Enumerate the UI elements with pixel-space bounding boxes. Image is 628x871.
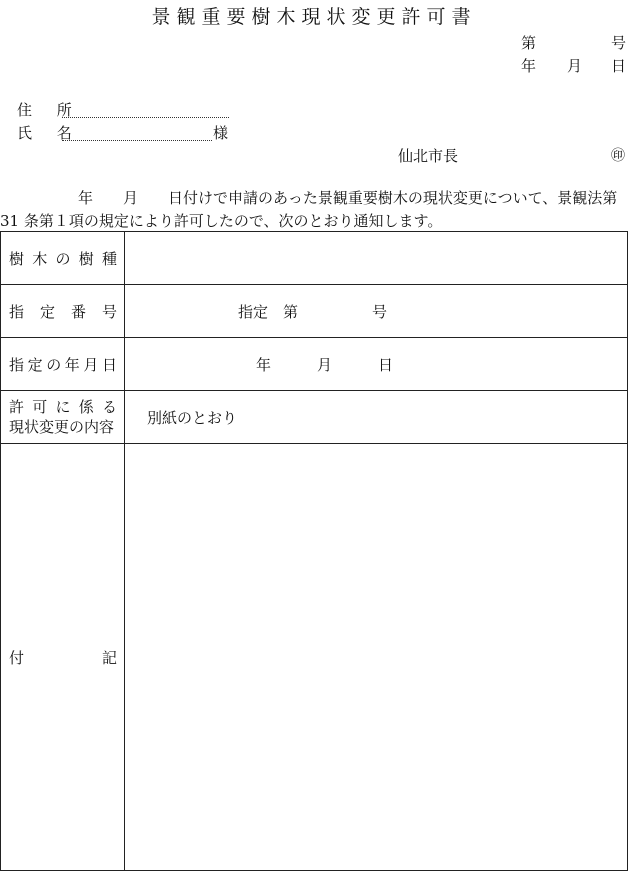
seal-icon: ㊞ [611,148,625,164]
body-line2: 31 条第１項の規定により許可したので、次のとおり通知します。 [0,212,443,230]
address-label: 住 所 [17,101,82,119]
designation-date-value[interactable] [125,338,628,391]
issuer-name: 仙北市長 [398,147,459,165]
designation-date-year: 年 [256,355,272,374]
tree-species-value[interactable] [125,232,628,285]
change-content-value[interactable]: 別紙のとおり [125,391,628,444]
designation-date-month: 月 [317,355,333,374]
issue-date-month: 月 [567,57,583,75]
designation-number-prefix: 指定 第 [238,302,299,321]
permit-details-table [0,231,628,871]
name-label: 氏 名 [17,124,82,142]
honorific: 様 [213,124,229,142]
change-content-label-bottom: 現状変更の内容 [9,418,115,436]
table-row [1,232,628,285]
designation-number-suffix: 号 [372,302,388,321]
designation-number-label: 指定番号 [1,285,125,338]
document-title: 景観重要樹木現状変更許可書 [151,6,477,28]
notes-value[interactable] [125,444,628,871]
body-month: 月 [123,189,139,207]
issue-date-day: 日 [611,57,627,75]
table-row [1,285,628,338]
body-year: 年 [78,189,94,207]
table-row [1,444,628,871]
name-field[interactable] [62,140,212,141]
designation-date-label: 指定の年月日 [1,338,125,391]
table-row [1,391,628,444]
table-row [1,338,628,391]
designation-date-day: 日 [378,355,394,374]
document-number-prefix: 第 [521,34,537,52]
change-content-label [1,391,125,444]
designation-number-value[interactable] [125,285,628,338]
tree-species-label: 樹木の樹種 [1,232,125,285]
document-number-suffix: 号 [611,34,627,52]
issue-date-year: 年 [521,57,537,75]
change-content-label-top: 許可に係る [9,398,117,416]
notice-body [0,187,628,233]
body-line1: 日付けで申請のあった景観重要樹木の現状変更について、景観法第 [168,189,618,207]
address-field[interactable] [62,117,229,118]
notes-label: 付記 [1,444,125,871]
